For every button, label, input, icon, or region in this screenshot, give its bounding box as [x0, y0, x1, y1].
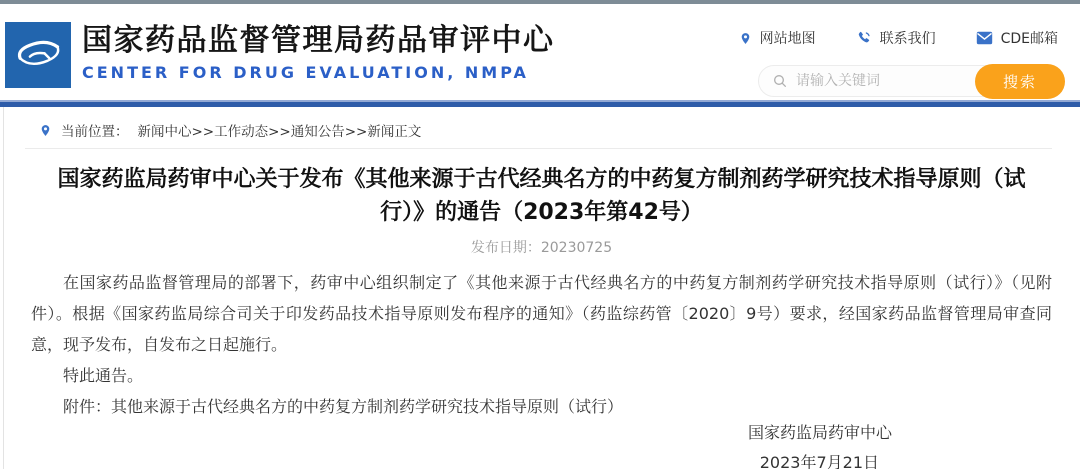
signature-org: 国家药监局药审中心	[747, 423, 892, 442]
header-divider-bar	[0, 100, 1080, 107]
link-sitemap[interactable]	[739, 28, 816, 48]
article-title: 国家药监局药审中心关于发布《其他来源于古代经典名方的中药复方制剂药学研究技术指导原则（试行）》的通告（2023年第42号）	[57, 167, 1026, 225]
site-brand[interactable]	[5, 22, 555, 88]
cde-logo-icon	[12, 29, 64, 81]
breadcrumb-divider	[25, 148, 1052, 149]
article-body	[31, 267, 1052, 422]
publish-date: 发布日期：20230725	[470, 240, 613, 256]
article-paragraph-2: 特此通告。	[63, 366, 144, 385]
search-button[interactable]: 搜索	[975, 64, 1065, 99]
phone-icon	[856, 30, 872, 46]
brand-text	[82, 22, 555, 82]
map-pin-icon	[739, 30, 752, 47]
breadcrumb	[31, 107, 1052, 140]
search-bar	[758, 65, 1064, 97]
top-links	[739, 28, 1058, 48]
article-paragraph-attachment: 附件：其他来源于古代经典名方的中药复方制剂药学研究技术指导原则（试行）	[63, 397, 624, 416]
site-subtitle: CENTER FOR DRUG EVALUATION, NMPA	[82, 62, 529, 82]
link-cde-mail-label: CDE邮箱	[1000, 31, 1058, 47]
link-contact[interactable]	[856, 28, 936, 48]
link-cde-mail[interactable]	[976, 28, 1058, 48]
article-paragraph-1: 在国家药品监督管理局的部署下，药审中心组织制定了《其他来源于古代经典名方的中药复方制剂药学研究技术指导原则（试行）》（见附件）。根据《国家药监局综合司关于印发药品技术指导原则发布程序的通知》（药监综药管〔2020〕9号）要求，经国家药品监督管理局审查同意，现予发布，自发布之日起施行。	[31, 273, 1052, 354]
cde-logo	[5, 22, 71, 88]
location-pin-icon	[39, 122, 52, 139]
link-contact-label: 联系我们	[879, 31, 936, 47]
signature-date: 2023年7月21日	[759, 453, 879, 469]
search-icon	[772, 73, 788, 89]
content-panel	[3, 107, 1080, 469]
breadcrumb-label: 当前位置：	[61, 124, 129, 140]
site-header	[0, 4, 1080, 100]
mail-icon	[976, 31, 993, 45]
breadcrumb-path[interactable]: 新闻中心>>工作动态>>通知公告>>新闻正文	[137, 124, 422, 140]
site-title: 国家药品监督管理局药品审评中心	[82, 23, 555, 58]
link-sitemap-label: 网站地图	[759, 31, 816, 47]
